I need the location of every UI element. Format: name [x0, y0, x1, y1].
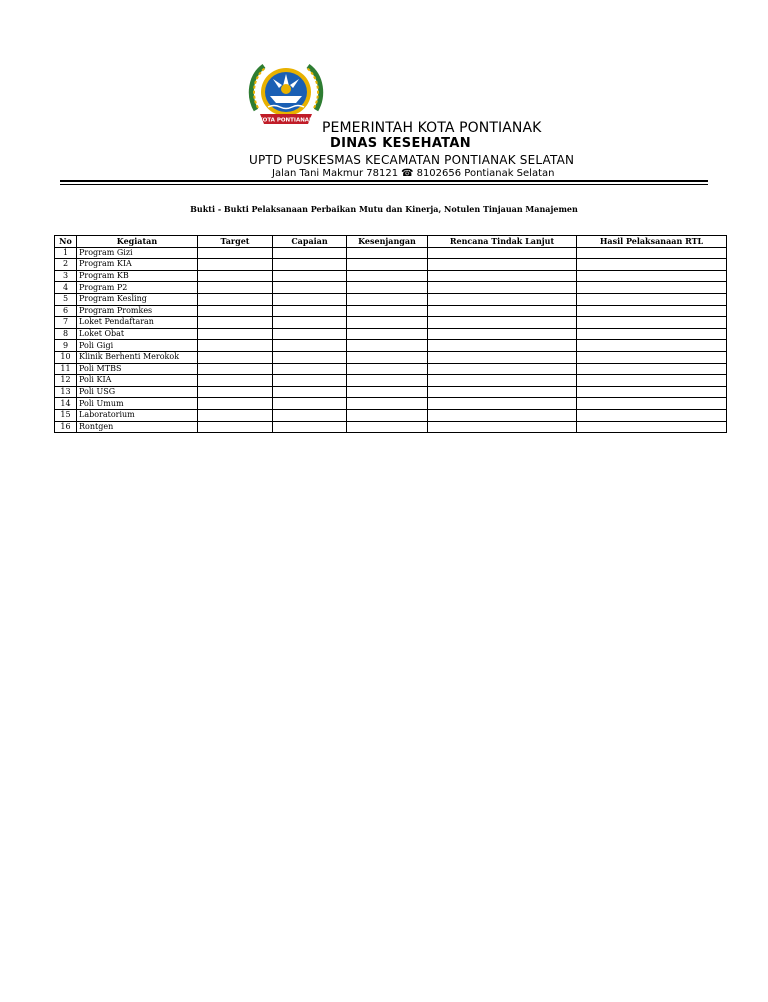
row-capaian-cell: [273, 409, 347, 421]
row-kesenjangan-cell: [347, 293, 428, 305]
row-number: 11: [55, 363, 77, 375]
table-row: [55, 398, 727, 410]
row-hasil-cell: [577, 409, 727, 421]
row-kesenjangan-cell: [347, 409, 428, 421]
row-number: 12: [55, 375, 77, 387]
header-capaian: Capaian: [273, 236, 347, 248]
row-kegiatan: Loket Pendaftaran: [77, 317, 198, 329]
row-kesenjangan-cell: [347, 317, 428, 329]
row-capaian-cell: [273, 293, 347, 305]
header-hasil-pelaksanaan: Hasil Pelaksanaan RTL: [577, 236, 727, 248]
row-hasil-cell: [577, 340, 727, 352]
row-kesenjangan-cell: [347, 259, 428, 271]
table-row: [55, 305, 727, 317]
row-number: 7: [55, 317, 77, 329]
row-kegiatan: Program KIA: [77, 259, 198, 271]
row-number: 8: [55, 328, 77, 340]
row-kesenjangan-cell: [347, 270, 428, 282]
row-hasil-cell: [577, 293, 727, 305]
table-row: [55, 386, 727, 398]
row-number: 13: [55, 386, 77, 398]
row-capaian-cell: [273, 398, 347, 410]
row-rencana-cell: [428, 305, 577, 317]
row-hasil-cell: [577, 375, 727, 387]
table-row: [55, 363, 727, 375]
row-hasil-cell: [577, 270, 727, 282]
row-rencana-cell: [428, 386, 577, 398]
row-target-cell: [198, 340, 273, 352]
address-phone-city: 8102656 Pontianak Selatan: [416, 168, 555, 179]
row-number: 1: [55, 247, 77, 259]
row-capaian-cell: [273, 305, 347, 317]
table-row: [55, 270, 727, 282]
row-kegiatan: Program KB: [77, 270, 198, 282]
row-number: 4: [55, 282, 77, 294]
row-number: 15: [55, 409, 77, 421]
row-capaian-cell: [273, 270, 347, 282]
row-target-cell: [198, 386, 273, 398]
row-kesenjangan-cell: [347, 328, 428, 340]
row-capaian-cell: [273, 363, 347, 375]
row-kegiatan: Loket Obat: [77, 328, 198, 340]
header-rencana-tindak-lanjut: Rencana Tindak Lanjut: [428, 236, 577, 248]
table-row: [55, 328, 727, 340]
row-kesenjangan-cell: [347, 351, 428, 363]
row-capaian-cell: [273, 328, 347, 340]
row-kesenjangan-cell: [347, 386, 428, 398]
row-capaian-cell: [273, 259, 347, 271]
row-target-cell: [198, 328, 273, 340]
header-kegiatan: Kegiatan: [77, 236, 198, 248]
row-kegiatan: Poli KIA: [77, 375, 198, 387]
row-number: 3: [55, 270, 77, 282]
row-hasil-cell: [577, 317, 727, 329]
row-number: 16: [55, 421, 77, 433]
row-target-cell: [198, 409, 273, 421]
row-number: 14: [55, 398, 77, 410]
table-row: [55, 375, 727, 387]
row-number: 6: [55, 305, 77, 317]
row-rencana-cell: [428, 375, 577, 387]
row-target-cell: [198, 259, 273, 271]
row-target-cell: [198, 351, 273, 363]
activity-table: [54, 235, 727, 433]
row-kegiatan: Rontgen: [77, 421, 198, 433]
row-capaian-cell: [273, 317, 347, 329]
table-row: [55, 351, 727, 363]
row-target-cell: [198, 282, 273, 294]
row-kesenjangan-cell: [347, 305, 428, 317]
row-number: 5: [55, 293, 77, 305]
table-row: [55, 421, 727, 433]
row-target-cell: [198, 363, 273, 375]
kota-pontianak-logo: [246, 58, 326, 128]
row-target-cell: [198, 375, 273, 387]
row-capaian-cell: [273, 421, 347, 433]
row-hasil-cell: [577, 351, 727, 363]
unit-title: UPTD PUSKESMAS KECAMATAN PONTIANAK SELATAN: [249, 153, 575, 167]
header-no: No: [55, 236, 77, 248]
row-kesenjangan-cell: [347, 282, 428, 294]
row-hasil-cell: [577, 305, 727, 317]
header-target: Target: [198, 236, 273, 248]
table-row: [55, 340, 727, 352]
phone-icon: ☎: [401, 168, 414, 179]
row-number: 10: [55, 351, 77, 363]
row-target-cell: [198, 305, 273, 317]
row-rencana-cell: [428, 259, 577, 271]
row-kesenjangan-cell: [347, 340, 428, 352]
row-hasil-cell: [577, 421, 727, 433]
row-kegiatan: Poli Gigi: [77, 340, 198, 352]
row-rencana-cell: [428, 363, 577, 375]
row-number: 9: [55, 340, 77, 352]
row-hasil-cell: [577, 386, 727, 398]
row-rencana-cell: [428, 293, 577, 305]
row-capaian-cell: [273, 340, 347, 352]
row-capaian-cell: [273, 351, 347, 363]
row-target-cell: [198, 317, 273, 329]
logo-ribbon-text: KOTA PONTIANAK: [258, 117, 314, 124]
table-header-row: [55, 236, 727, 248]
row-hasil-cell: [577, 259, 727, 271]
emblem-icon: [246, 58, 326, 128]
row-rencana-cell: [428, 247, 577, 259]
row-rencana-cell: [428, 282, 577, 294]
row-rencana-cell: [428, 398, 577, 410]
table-row: [55, 282, 727, 294]
row-target-cell: [198, 247, 273, 259]
table-row: [55, 247, 727, 259]
row-number: 2: [55, 259, 77, 271]
table-body: [55, 247, 727, 433]
row-kegiatan: Poli USG: [77, 386, 198, 398]
row-kegiatan: Program Kesling: [77, 293, 198, 305]
row-rencana-cell: [428, 328, 577, 340]
row-kegiatan: Program Promkes: [77, 305, 198, 317]
address-street: Jalan Tani Makmur 78121: [272, 168, 399, 179]
row-kegiatan: Poli MTBS: [77, 363, 198, 375]
table-row: [55, 259, 727, 271]
row-rencana-cell: [428, 421, 577, 433]
row-kegiatan: Program Gizi: [77, 247, 198, 259]
row-kesenjangan-cell: [347, 398, 428, 410]
row-rencana-cell: [428, 409, 577, 421]
row-rencana-cell: [428, 270, 577, 282]
row-kesenjangan-cell: [347, 375, 428, 387]
row-kesenjangan-cell: [347, 421, 428, 433]
row-target-cell: [198, 398, 273, 410]
row-capaian-cell: [273, 386, 347, 398]
row-kesenjangan-cell: [347, 247, 428, 259]
row-kegiatan: Laboratorium: [77, 409, 198, 421]
row-capaian-cell: [273, 247, 347, 259]
row-kegiatan: Program P2: [77, 282, 198, 294]
row-kegiatan: Klinik Berhenti Merokok: [77, 351, 198, 363]
row-kesenjangan-cell: [347, 363, 428, 375]
header-kesenjangan: Kesenjangan: [347, 236, 428, 248]
header-divider-thin: [60, 184, 708, 185]
row-hasil-cell: [577, 398, 727, 410]
row-hasil-cell: [577, 282, 727, 294]
row-hasil-cell: [577, 363, 727, 375]
row-kegiatan: Poli Umum: [77, 398, 198, 410]
row-rencana-cell: [428, 317, 577, 329]
department-title: DINAS KESEHATAN: [330, 136, 471, 151]
row-target-cell: [198, 421, 273, 433]
table-row: [55, 293, 727, 305]
row-target-cell: [198, 293, 273, 305]
row-capaian-cell: [273, 375, 347, 387]
table-row: [55, 409, 727, 421]
header-divider: [60, 180, 708, 182]
row-hasil-cell: [577, 328, 727, 340]
row-hasil-cell: [577, 247, 727, 259]
table-row: [55, 317, 727, 329]
row-rencana-cell: [428, 351, 577, 363]
government-title: PEMERINTAH KOTA PONTIANAK: [322, 120, 542, 136]
row-capaian-cell: [273, 282, 347, 294]
document-title: Bukti - Bukti Pelaksanaan Perbaikan Mutu dan Kinerja, Notulen Tinjauan Manajemen: [190, 204, 578, 214]
row-rencana-cell: [428, 340, 577, 352]
row-target-cell: [198, 270, 273, 282]
address-line: [272, 168, 554, 179]
